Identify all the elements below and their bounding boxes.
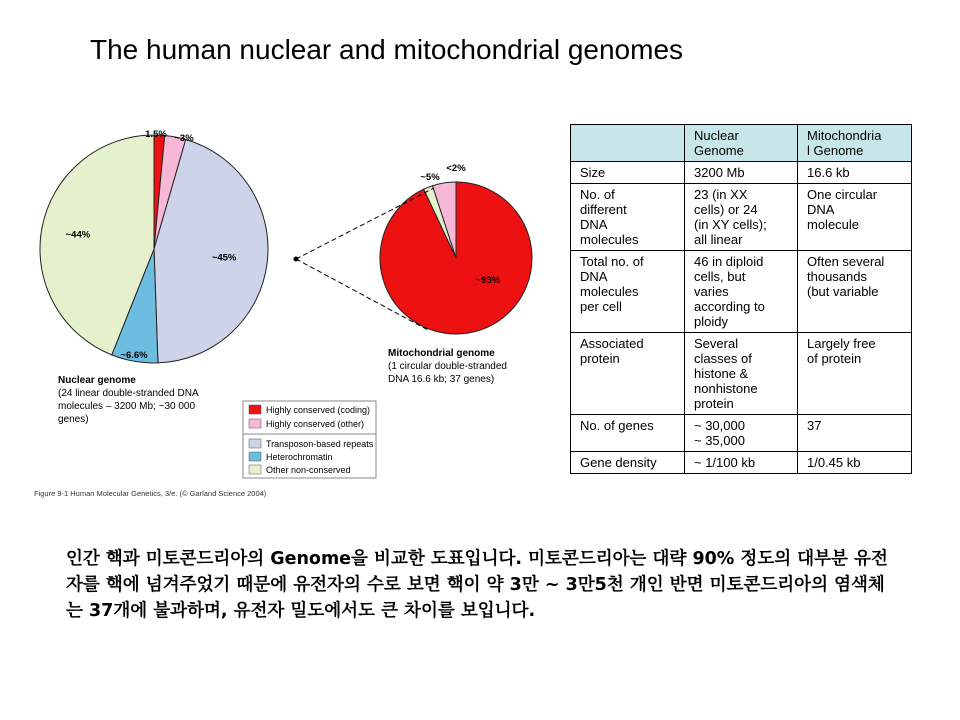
legend-label-other-conserved: Highly conserved (other): [266, 419, 365, 429]
page-title: The human nuclear and mitochondrial genomes: [90, 34, 684, 65]
table-cell: Often several thousands (but variable: [798, 251, 912, 333]
mito-slice-highly-conserved-coding: [380, 182, 532, 334]
legend-swatch-heterochromatin: [249, 452, 261, 461]
table-cell: Largely free of protein: [798, 333, 912, 415]
nuclear-caption-line-1: (24 linear double-stranded DNA: [58, 388, 199, 399]
table-cell: ~ 1/100 kb: [685, 452, 798, 474]
table-cell: 16.6 kb: [798, 162, 912, 184]
table-cell: [571, 125, 685, 162]
legend-swatch-non-conserved: [249, 465, 261, 474]
nuclear-value-label-highly-conserved-other: ~3%: [174, 133, 194, 144]
table-cell: 1/0.45 kb: [798, 452, 912, 474]
table-cell: 46 in diploid cells, but varies according to ploidy: [685, 251, 798, 333]
mito-caption: [388, 348, 507, 385]
nuclear-caption-title: Nuclear genome: [58, 375, 136, 386]
genome-figure: [0, 0, 560, 520]
table-cell: 23 (in XX cells) or 24 (in XY cells); all linear: [685, 184, 798, 251]
legend-swatch-coding: [249, 405, 261, 414]
table-cell: No. of genes: [571, 415, 685, 452]
korean-explanation: 인간 핵과 미토콘드리아의 Genome을 비교한 도표입니다. 미토콘드리아는 대략 90% 정도의 대부분 유전자를 핵에 넘겨주었기 때문에 유전자의 수로 보면 핵이 약 3만 ~ 3만5천 개인 반면 미토콘드리아의 염색체는 37개에 불과하며, 유전자 밀도에서도 큰 차이를 보입니다.: [66, 549, 888, 621]
table-cell: Nuclear Genome: [685, 125, 798, 162]
nuclear-value-label-heterochromatin: ~6.6%: [120, 350, 148, 361]
nuclear-caption-line-2: molecules – 3200 Mb; ~30 000: [58, 401, 196, 412]
table-row: [571, 415, 912, 452]
table-cell: Total no. of DNA molecules per cell: [571, 251, 685, 333]
legend-swatch-transposon: [249, 439, 261, 448]
table-header-row: [571, 125, 912, 162]
table-row: [571, 184, 912, 251]
mito-value-label-highly-conserved-other: ~5%: [420, 172, 440, 183]
legend-label-transposon: Transposon-based repeats: [266, 439, 374, 449]
table-cell: 37: [798, 415, 912, 452]
genome-comparison-table: [570, 124, 912, 474]
nuclear-value-label-highly-conserved-coding: 1.5%: [145, 129, 167, 140]
figure-credit: Figure 9-1 Human Molecular Genetics, 3/e. (© Garland Science 2004): [34, 489, 267, 498]
table-cell: ~ 30,000 ~ 35,000: [685, 415, 798, 452]
nuclear-caption: [58, 375, 199, 425]
mitochondrial-pie-chart: [380, 182, 532, 334]
table-cell: Gene density: [571, 452, 685, 474]
table-cell: One circular DNA molecule: [798, 184, 912, 251]
table-cell: Several classes of histone & nonhistone protein: [685, 333, 798, 415]
legend-label-non-conserved: Other non-conserved: [266, 465, 351, 475]
mito-caption-title: Mitochondrial genome: [388, 348, 495, 359]
table-cell: Associated protein: [571, 333, 685, 415]
nuclear-value-label-transposon-based-repeats: ~45%: [211, 252, 237, 264]
mito-caption-line-1: (1 circular double-stranded: [388, 361, 507, 372]
mito-value-label-other-non-conserved: <2%: [446, 163, 466, 174]
table-cell: No. of different DNA molecules: [571, 184, 685, 251]
figure-legend: [243, 401, 376, 478]
table-row: [571, 251, 912, 333]
nuclear-caption-line-3: genes): [58, 414, 89, 425]
legend-swatch-other-conserved: [249, 419, 261, 428]
table-row: [571, 162, 912, 184]
mito-caption-line-2: DNA 16.6 kb; 37 genes): [388, 374, 495, 385]
table-cell: 3200 Mb: [685, 162, 798, 184]
legend-label-heterochromatin: Heterochromatin: [266, 452, 333, 462]
table-cell: Size: [571, 162, 685, 184]
table-row: [571, 452, 912, 474]
nuclear-value-label-other-non-conserved: ~44%: [65, 229, 91, 241]
table-row: [571, 333, 912, 415]
mito-value-label-highly-conserved-coding: ~93%: [475, 275, 501, 286]
table-cell: Mitochondria l Genome: [798, 125, 912, 162]
legend-label-coding: Highly conserved (coding): [266, 405, 371, 415]
nuclear-pie-chart: [40, 135, 268, 363]
